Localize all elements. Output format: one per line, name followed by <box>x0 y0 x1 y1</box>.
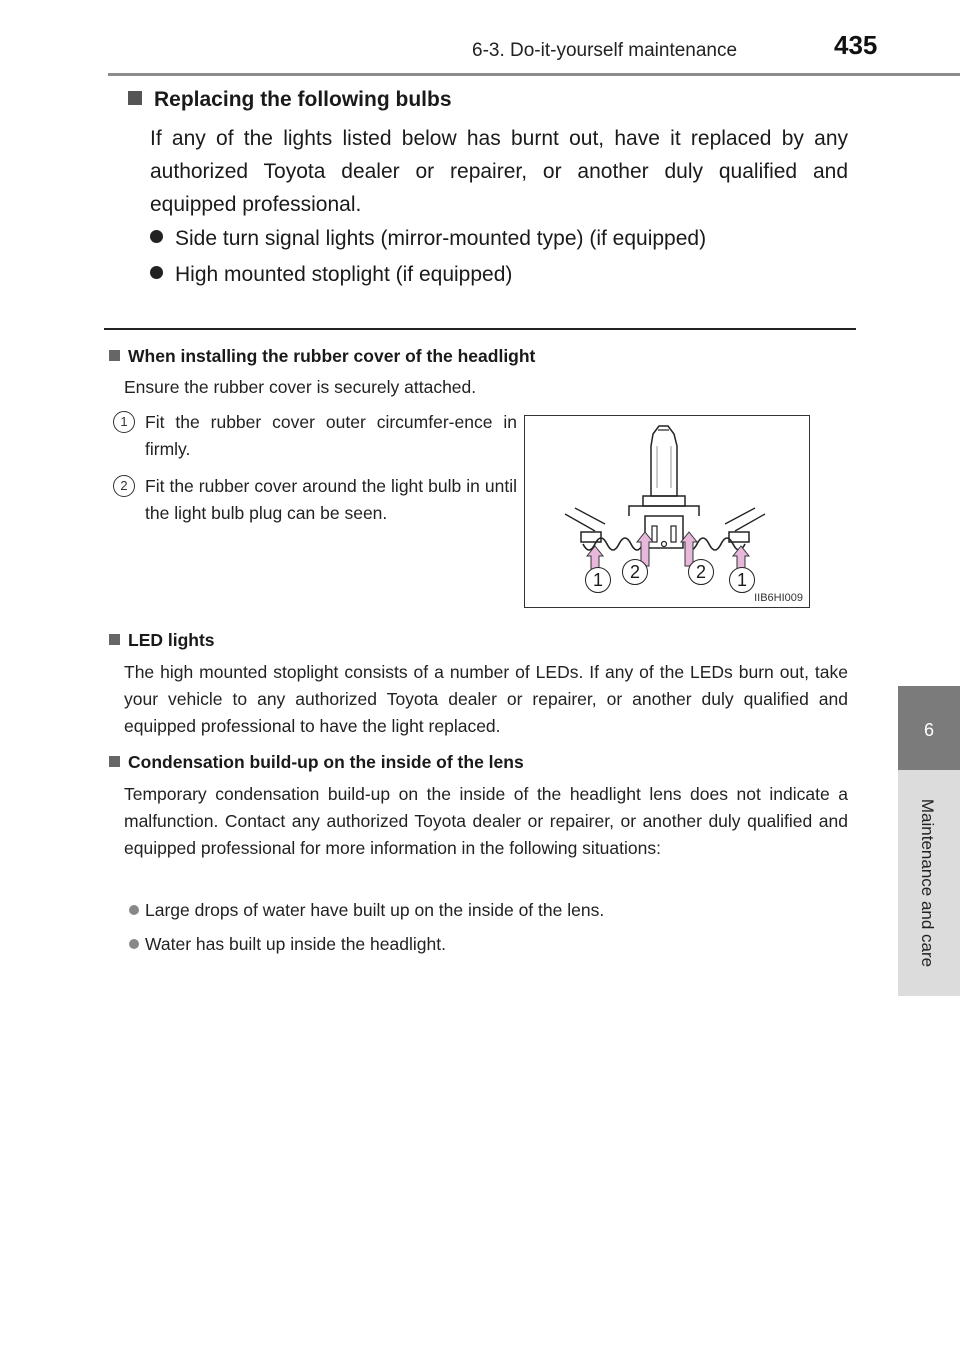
bullet-dot-icon <box>129 905 139 915</box>
bulb-plug <box>645 516 683 548</box>
page-number: 435 <box>834 30 878 60</box>
step-number-2: 2 <box>113 475 135 497</box>
step-text-2: Fit the rubber cover around the light bulb in until the light bulb plug can be seen. <box>145 476 517 523</box>
rubber-cover-left <box>583 538 643 550</box>
replacing-bulbs-heading <box>128 88 452 112</box>
list-item: Water has built up inside the headlight. <box>129 934 446 955</box>
header-rule <box>108 73 960 76</box>
condensation-body: Temporary condensation build-up on the inside of the headlight lens does not indicate a malfunction. Contact any authorized Toyota dealer or repairer, or another duly qualified and equipped professional for more information in the following situations: <box>124 784 848 858</box>
square-bullet-icon <box>128 91 142 105</box>
replacing-bulbs-title: Replacing the following bulbs <box>154 88 452 111</box>
replacing-bulbs-body: If any of the lights listed below has burnt out, have it replaced by any authorized Toyota dealer or repairer, or another duly qualified and equipped professional. <box>150 127 848 216</box>
chapter-label: Maintenance and care <box>918 798 937 968</box>
step-text-1: Fit the rubber cover outer circumfer-ence in firmly. <box>145 412 517 459</box>
headlight-rubber-cover-figure <box>524 415 810 608</box>
bullet-dot-icon <box>150 230 163 243</box>
callout-2-right: 2 <box>688 559 714 585</box>
square-bullet-icon <box>109 756 120 767</box>
chapter-tab[interactable] <box>898 686 960 770</box>
chapter-number: 6 <box>923 720 934 740</box>
bulb-glass <box>651 426 677 496</box>
list-item: Large drops of water have built up on the inside of the lens. <box>129 900 604 921</box>
square-bullet-icon <box>109 634 120 645</box>
rubber-cover-intro: Ensure the rubber cover is securely attached. <box>124 377 477 397</box>
section-divider <box>104 328 856 330</box>
callout-1-left: 1 <box>585 567 611 593</box>
bullet-dot-icon <box>129 939 139 949</box>
list-item: Side turn signal lights (mirror-mounted type) (if equipped) <box>150 227 706 251</box>
bullet-dot-icon <box>150 266 163 279</box>
led-lights-heading: LED lights <box>109 630 215 651</box>
bulb-diagram <box>525 416 809 607</box>
section-header: 6-3. Do-it-yourself maintenance <box>472 40 738 61</box>
callout-2-left: 2 <box>622 559 648 585</box>
condensation-heading: Condensation build-up on the inside of the lens <box>109 752 524 773</box>
square-bullet-icon <box>109 350 120 361</box>
chapter-label-band <box>898 770 960 996</box>
bulb-flange <box>643 496 685 506</box>
list-item: High mounted stoplight (if equipped) <box>150 263 512 287</box>
step-number-1: 1 <box>113 411 135 433</box>
callout-1-right: 1 <box>729 567 755 593</box>
led-lights-body: The high mounted stoplight consists of a number of LEDs. If any of the LEDs burn out, take your vehicle to any authorized Toyota dealer or repairer, or another duly qualified and equipped professional to have the light replaced. <box>124 662 848 736</box>
rubber-cover-heading: When installing the rubber cover of the headlight <box>109 346 535 367</box>
figure-code: IIB6HI009 <box>754 592 803 604</box>
